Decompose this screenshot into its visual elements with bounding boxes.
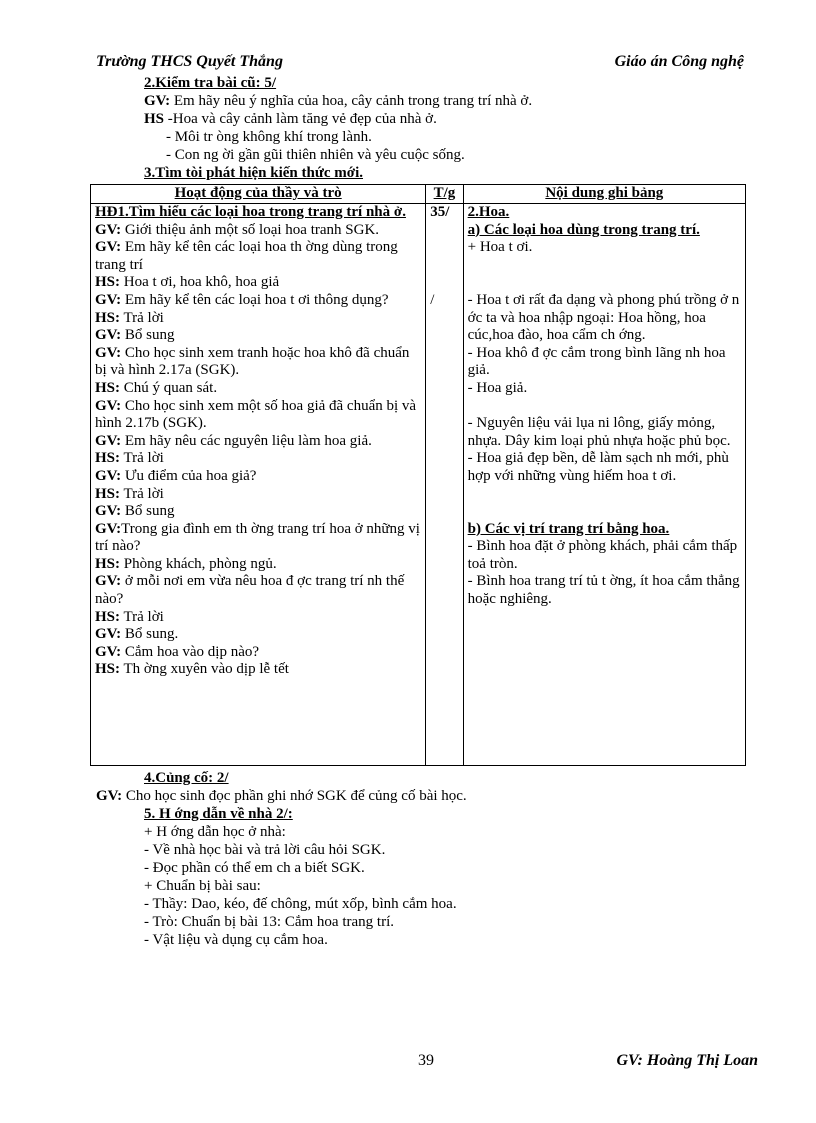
dialog-text: Bổ sung bbox=[121, 327, 175, 344]
hs-point-1: - Môi tr òng không khí trong lành. bbox=[166, 129, 372, 145]
dialog-line bbox=[95, 468, 421, 486]
dialog-line bbox=[95, 222, 421, 240]
consolidation-text: Cho học sinh đọc phần ghi nhớ SGK để củng cố bài học. bbox=[122, 788, 467, 804]
dialog-line bbox=[95, 644, 421, 662]
time-cell bbox=[426, 204, 463, 766]
speaker-label: GV: bbox=[95, 291, 122, 308]
header-time: T/g bbox=[426, 185, 463, 204]
header-content: Nội dung ghi bảng bbox=[463, 185, 745, 204]
content-line: - Nguyên liệu vải lụa ni lông, giấy mỏng, nhựa. Dây kim loại phủ nhựa hoặc phủ bọc. bbox=[467, 415, 731, 449]
content-line: - Bình hoa đặt ở phòng khách, phải cắm thấp toả tròn. bbox=[467, 538, 738, 572]
dialog-line bbox=[95, 345, 421, 380]
header-activities: Hoạt động của thầy và trò bbox=[91, 185, 426, 204]
dialog-text: Cho học sinh xem tranh hoặc hoa khô đã chuẩn bị và hình 2.17a (SGK). bbox=[95, 344, 410, 379]
page-number: 39 bbox=[418, 1052, 434, 1069]
content-line: - Hoa giả. bbox=[467, 379, 528, 396]
dialog-line bbox=[95, 503, 421, 521]
content-heading: 2.Hoa. bbox=[467, 204, 510, 220]
speaker-label: GV: bbox=[95, 503, 122, 520]
speaker-label: GV: bbox=[95, 327, 122, 344]
dialog-text: Trả lời bbox=[120, 608, 164, 625]
teacher-signature: GV: Hoàng Thị Loan bbox=[616, 1052, 758, 1069]
dialog-text: Cắm hoa vào dịp nào? bbox=[121, 643, 260, 660]
dialog-line bbox=[95, 292, 421, 310]
dialog-text: Trả lời bbox=[120, 485, 164, 502]
dialog-text: Phòng khách, phòng ngủ. bbox=[120, 555, 277, 572]
activity-title: HĐ1.Tìm hiểu các loại hoa trong trang trí nhà ở. bbox=[95, 204, 406, 220]
speaker-label: HS: bbox=[95, 309, 121, 326]
speaker-label: GV: bbox=[95, 344, 122, 361]
gv-question-text: Em hãy nêu ý nghĩa của hoa, cây cảnh trong trang trí nhà ở. bbox=[170, 93, 533, 109]
speaker-label: GV: bbox=[95, 432, 122, 449]
dialog-line bbox=[95, 661, 421, 679]
dialog-line bbox=[95, 327, 421, 345]
table-header-row bbox=[91, 185, 746, 204]
dialog-line bbox=[95, 239, 421, 274]
dialog-text: Em hãy kể tên các loại hoa t ơi thông dụng? bbox=[121, 291, 389, 308]
gv-question bbox=[144, 93, 532, 110]
hs-point-2: - Con ng ời gần gũi thiên nhiên và yêu cuộc sống. bbox=[166, 147, 465, 163]
dialog-text: Trong gia đình em th ờng trang trí hoa ở những vị trí nào? bbox=[95, 520, 420, 555]
dialog-text: Ưu điểm của hoa giả? bbox=[121, 467, 257, 484]
section-4-title: 4.Củng cố: 2/ bbox=[144, 770, 229, 786]
hs-answer bbox=[144, 111, 437, 128]
content-line: - Hoa khô đ ợc cắm trong bình lãng nh hoa giả. bbox=[467, 344, 726, 379]
speaker-label: HS: bbox=[95, 379, 121, 396]
content-line: + Hoa t ơi. bbox=[467, 239, 533, 256]
homework-item: + Chuẩn bị bài sau: bbox=[144, 878, 261, 894]
content-sub-a: a) Các loại hoa dùng trong trang trí. bbox=[467, 221, 700, 238]
dialog-line bbox=[95, 433, 421, 451]
speaker-label: HS: bbox=[95, 485, 121, 502]
dialog-text: Trả lời bbox=[120, 309, 164, 326]
speaker-label: GV: bbox=[95, 573, 122, 590]
speaker-label: GV: bbox=[95, 520, 122, 537]
speaker-label: GV: bbox=[95, 221, 122, 238]
dialog-text: Giới thiệu ảnh một số loại hoa tranh SGK. bbox=[121, 221, 380, 238]
gv-label: GV: bbox=[96, 788, 123, 804]
dialog-text: ở mỗi nơi em vừa nêu hoa đ ợc trang trí nh thế nào? bbox=[95, 573, 405, 608]
dialog-line bbox=[95, 626, 421, 644]
homework-item: - Đọc phần có thể em ch a biết SGK. bbox=[144, 860, 365, 876]
dialog-text: Chú ý quan sát. bbox=[120, 379, 218, 396]
dialog-line bbox=[95, 274, 421, 292]
content-sub-b: b) Các vị trí trang trí bằng hoa. bbox=[467, 520, 670, 537]
speaker-label: HS: bbox=[95, 661, 121, 678]
section-3-title: 3.Tìm tòi phát hiện kiến thức mới. bbox=[144, 165, 363, 181]
content-line: - Hoa t ơi rất đa dạng và phong phú trồng ở n ớc ta và hoa nhập ngoại: Hoa hồng, hoa cúc,hoa đào, hoa cẩm ch ớng. bbox=[467, 291, 740, 344]
dialog-line bbox=[95, 310, 421, 328]
speaker-label: HS: bbox=[95, 274, 121, 291]
table-body-row bbox=[91, 204, 746, 766]
dialog-line bbox=[95, 609, 421, 627]
gv-label: GV: bbox=[144, 93, 171, 109]
speaker-label: HS: bbox=[95, 608, 121, 625]
content-line: - Bình hoa trang trí tủ t ờng, ít hoa cắm thẳng hoặc nghiêng. bbox=[467, 573, 740, 608]
homework-item: - Vật liệu và dụng cụ cắm hoa. bbox=[144, 932, 328, 948]
dialog-line bbox=[95, 556, 421, 574]
speaker-label: HS: bbox=[95, 555, 121, 572]
speaker-label: GV: bbox=[95, 239, 122, 256]
subject-name: Giáo án Công nghệ bbox=[614, 53, 744, 70]
section-5-title: 5. H ớng dẫn về nhà 2/: bbox=[144, 806, 293, 822]
homework-item: - Trò: Chuẩn bị bài 13: Cắm hoa trang trí. bbox=[144, 914, 394, 930]
dialog-text: Cho học sinh xem một số hoa giả đã chuẩn bị và hình 2.17b (SGK). bbox=[95, 397, 417, 432]
dialog-text: Em hãy nêu các nguyên liệu làm hoa giả. bbox=[121, 432, 372, 449]
lesson-table bbox=[90, 184, 746, 766]
speaker-label: GV: bbox=[95, 626, 122, 643]
dialog-text: Bổ sung. bbox=[121, 626, 179, 643]
speaker-label: GV: bbox=[95, 397, 122, 414]
homework-item: + H ớng dẫn học ở nhà: bbox=[144, 824, 286, 840]
content-cell bbox=[463, 204, 745, 766]
speaker-label: GV: bbox=[95, 467, 122, 484]
dialog-text: Bổ sung bbox=[121, 503, 175, 520]
homework-item: - Thầy: Dao, kéo, đế chông, mút xốp, bình cắm hoa. bbox=[144, 896, 457, 912]
dialog-line bbox=[95, 521, 421, 556]
homework-item: - Về nhà học bài và trả lời câu hỏi SGK. bbox=[144, 842, 386, 858]
content-line: - Hoa giả đẹp bền, dễ làm sạch nh mới, phù hợp với những vùng hiếm hoa t ơi. bbox=[467, 450, 729, 484]
speaker-label: HS: bbox=[95, 450, 121, 467]
time-mark: / bbox=[430, 291, 435, 308]
dialog-text: Th ờng xuyên vào dịp lễ tết bbox=[120, 661, 289, 678]
dialog-text: Hoa t ơi, hoa khô, hoa giả bbox=[120, 274, 280, 291]
hs-label: HS bbox=[144, 111, 165, 127]
dialog-line bbox=[95, 573, 421, 608]
dialog-line bbox=[95, 398, 421, 433]
dialog-line bbox=[95, 380, 421, 398]
dialog-line bbox=[95, 486, 421, 504]
hs-answer-text: -Hoa và cây cảnh làm tăng vẻ đẹp của nhà ở. bbox=[164, 111, 437, 127]
consolidation-line bbox=[96, 788, 467, 805]
time-value: 35/ bbox=[430, 204, 450, 220]
school-name: Trường THCS Quyết Thắng bbox=[96, 53, 283, 70]
section-2-title: 2.Kiểm tra bài cũ: 5/ bbox=[144, 75, 277, 91]
dialog-text: Trả lời bbox=[120, 450, 164, 467]
dialog-line bbox=[95, 450, 421, 468]
activities-cell bbox=[91, 204, 426, 766]
dialog-text: Em hãy kể tên các loại hoa th ờng dùng trong trang trí bbox=[95, 239, 398, 273]
speaker-label: GV: bbox=[95, 643, 122, 660]
